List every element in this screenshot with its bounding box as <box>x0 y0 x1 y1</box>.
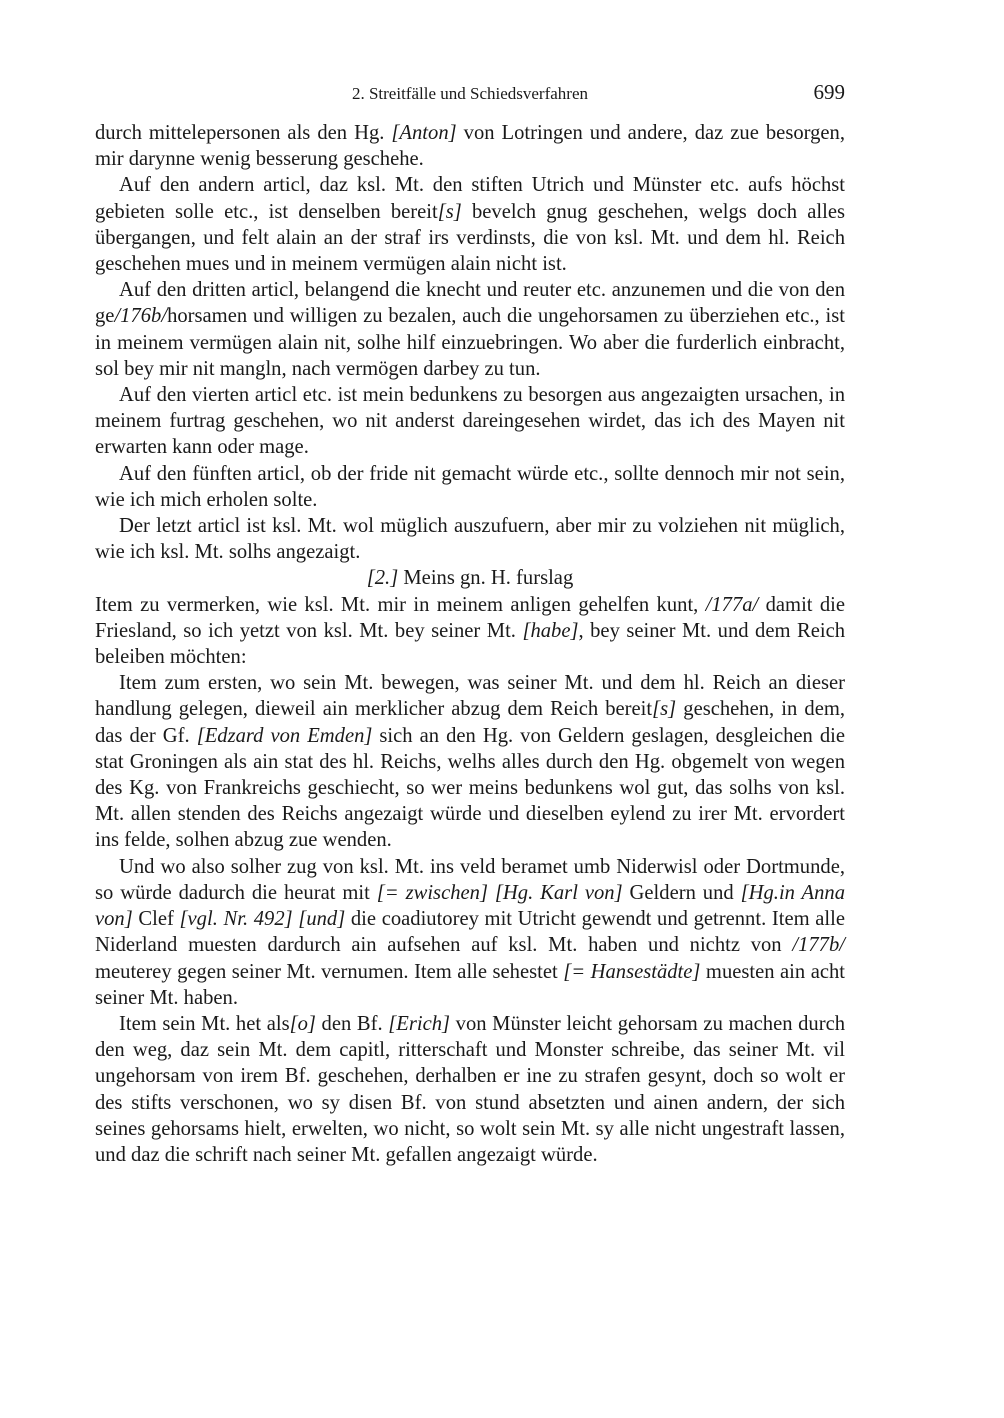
running-header <box>95 80 845 108</box>
text-segment: durch mittelepersonen als den Hg. <box>95 122 392 144</box>
text-segment: , bey seiner Mt. und dem Reich beleiben möchten: <box>95 619 846 669</box>
paragraph <box>95 670 845 853</box>
text-segment: Auf den vierten articl etc. ist mein bedunkens zu besorgen aus angezaigten ursachen, in meinem furtrag geschehen, wo nit anderst dareingesehen wirdet, das ich des Mayen nit erwarten kann oder mage. <box>95 384 845 459</box>
text-segment: horsamen und willigen zu bezalen, auch die ungehorsamen zu überziehen etc., ist in meinem vermügen alain nit, solhe hilf einzuebringen. Wo aber die furderlich einbracht, sol bey mir nit mangln, nach vermögen darbey zu tun. <box>95 305 845 380</box>
paragraph <box>95 513 845 565</box>
editorial-annotation: [Anton] <box>391 122 457 144</box>
text-segment: von Lotringen und andere, daz zue besorgen, mir darynne wenig besserung geschehe. <box>95 122 845 171</box>
editorial-annotation: [Erich] <box>388 1012 451 1035</box>
editorial-annotation: [s] <box>652 698 677 721</box>
text-segment: damit die Friesland, so ich yetzt von ksl. Mt. bey seiner Mt. <box>95 593 845 642</box>
editorial-annotation: /177a/ <box>705 593 759 616</box>
editorial-annotation: [Hg.in Anna von] <box>95 881 845 931</box>
paragraph <box>95 854 845 1011</box>
text-segment: muesten ain acht seiner Mt. haben. <box>95 960 845 1009</box>
text-segment: Und wo also solher zug von ksl. Mt. ins veld beramet umb Niderwisl oder Dortmunde, so würde dadurch die heurat mit <box>95 855 845 904</box>
editorial-annotation: [vgl. Nr. 492] [und] <box>179 908 346 931</box>
text-segment: Der letzt articl ist ksl. Mt. wol müglich auszufuern, aber mir zu volziehen nit müglich, wie ich ksl. Mt. solhs angezaigt. <box>95 515 845 564</box>
paragraph <box>95 172 845 277</box>
editorial-annotation: [2.] <box>366 567 399 590</box>
text-segment: Meins gn. H. furslag <box>398 567 574 590</box>
paragraph <box>95 592 845 671</box>
editorial-annotation: [o] <box>289 1012 316 1035</box>
editorial-annotation: /176b/ <box>114 305 168 328</box>
paragraph <box>95 382 845 461</box>
text-segment: meuterey gegen seiner Mt. vernumen. Item alle sehestet <box>95 960 564 983</box>
section-heading <box>95 565 845 591</box>
paragraph <box>95 277 845 382</box>
text-segment: Auf den andern articl, daz ksl. Mt. den stiften Utrich und Münster etc. aufs höchst gebieten solle etc., ist denselben bereit <box>95 174 845 223</box>
editorial-annotation: [Edzard von Emden] <box>196 724 373 747</box>
paragraph <box>95 461 845 513</box>
editorial-annotation: /177b/ <box>792 934 845 957</box>
editorial-annotation: [s] <box>437 200 462 223</box>
text-segment: den Bf. <box>315 1012 389 1035</box>
paragraph <box>95 1011 845 1168</box>
text-segment: geschehen, in dem, das der Gf. <box>95 698 845 747</box>
text-segment: von Münster leicht gehorsam zu machen durch den weg, daz sein Mt. dem capitl, ritterschaft und Monster schreibe, das seiner Mt. vil ungehorsam von irem Bf. geschehen, derhalben er ine zu strafen gesynt, doch so wolt er des stifts verschonen, wo sy disen Bf. von stund absetzten und ainen andern, der sich seines gehorsams hielt, erwelten, wo nicht, so wolt sein Mt. sy alle nicht ungestraft lassen, und daz die schrift nach seiner Mt. gefallen angezaigt würde. <box>95 1012 846 1166</box>
running-title: 2. Streitfälle und Schiedsverfahren <box>351 84 589 103</box>
text-segment: sich an den Hg. von Geldern geslagen, desgleichen die stat Groningen als ain stat des hl. Reichs, welhs alles durch den Hg. obgemelt von wegen des Kg. von Frankreichs geschiecht, so wer meins bedunkens wol gut, das solhs von ksl. Mt. allen stenden des Reichs angezaigt würde und dieselben eylend zu irer Mt. ervordert ins felde, solhen abzug zue wenden. <box>95 724 845 852</box>
text-segment: Item zum ersten, wo sein Mt. bewegen, was seiner Mt. und dem hl. Reich an dieser handlung gelegen, dieweil ain merklicher abzug dem Reich bereit <box>95 672 845 721</box>
text-segment: Item sein Mt. het als <box>119 1012 290 1035</box>
text-segment: Item zu vermerken, wie ksl. Mt. mir in meinem anligen gehelfen kunt, <box>95 593 706 616</box>
text-segment: Clef <box>132 908 180 931</box>
editorial-annotation: [= zwischen] [Hg. Karl von] <box>376 881 623 904</box>
editorial-annotation: [habe] <box>522 619 579 642</box>
paragraph <box>95 120 845 172</box>
text-segment: die coadiutorey mit Utricht gewendt und getrennt. Item alle Niderland muesten dardurch ain aufsehen auf ksl. Mt. haben und nichtz von <box>95 908 845 957</box>
text-segment: Auf den dritten articl, belangend die knecht und reuter etc. anzunemen und die von den ge <box>95 279 845 328</box>
text-segment: Geldern und <box>622 881 741 904</box>
text-segment: Auf den fünften articl, ob der fride nit gemacht würde etc., sollte dennoch mir not sein, wie ich mich erholen solte. <box>95 462 845 511</box>
text-segment: bevelch gnug geschehen, welgs doch alles übergangen, und felt alain an der straf irs verdinsts, die von ksl. Mt. und dem hl. Reich geschehen mues und in meinem vermügen alain nicht ist. <box>95 200 846 276</box>
document-body <box>95 120 845 1168</box>
page-number: 699 <box>813 80 845 104</box>
editorial-annotation: [= Hansestädte] <box>563 960 701 983</box>
